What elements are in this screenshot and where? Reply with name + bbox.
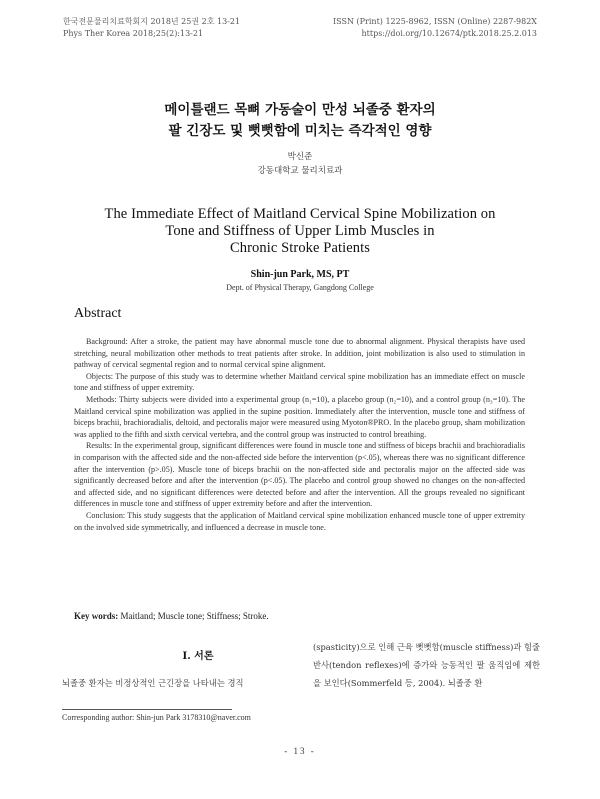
author-korean bbox=[0, 150, 600, 178]
body-column-right: (spasticity)으로 인해 근육 뻣뻣함(muscle stiffness)과 힘줄반사(tendon reflexes)에 증가와 능동적인 팔 움직임에 제한을 보인다(Sommerfeld 등, 2004). 뇌졸중 환 bbox=[313, 642, 540, 688]
author-name-en: Shin-jun Park, MS, PT bbox=[250, 269, 350, 280]
affiliation-ko: 강동대학교 물리치료과 bbox=[257, 166, 343, 176]
abstract-results: Results: In the experimental group, significant differences were found in muscle tone and stiffness of biceps brachii and brachioradialis in comparison with the affected side and the non-affected side before the intervention (p<.05), whereas there was no significant difference after the intervention (p>.05). Muscle tone of biceps brachii on the non-affected side and pectoralis major on the affected side was significantly decreased before and after the intervention (p<.05). The placebo and control group showed no changes on the non-affected and affected side, and no significant differences were detected before and after the intervention. All the groups revealed no significant differences in muscle tone and stiffness of upper extremity before and after the intervention. bbox=[74, 441, 525, 509]
corresponding-author: Corresponding author: Shin-jun Park 3178310@naver.com bbox=[62, 713, 251, 722]
abstract-background: Background: After a stroke, the patient may have abnormal muscle tone due to abnormal alignment. Physical therapists have used stretching, neural mobilization other methods to treat patients after stroke. In addition, joint mobilization is also used to stimulation in pathway of cervical segmental region and to normal cervical spine alignment. bbox=[74, 337, 525, 370]
footnote-divider bbox=[62, 709, 232, 710]
affiliation-en: Dept. of Physical Therapy, Gangdong College bbox=[226, 283, 374, 292]
abstract-objects: Objects: The purpose of this study was to determine whether Maitland cervical spine mobilization has an immediate effect on muscle tone and stiffness of upper extremity. bbox=[74, 371, 525, 393]
author-english bbox=[0, 268, 600, 293]
keywords-text: Maitland; Muscle tone; Stiffness; Stroke. bbox=[120, 611, 269, 621]
page-number: - 13 - bbox=[284, 746, 316, 756]
abstract-heading: Abstract bbox=[74, 306, 122, 321]
abstract-body bbox=[74, 336, 525, 533]
doi-link[interactable]: https://doi.org/10.12674/ptk.2018.25.2.013 bbox=[361, 29, 537, 38]
journal-header bbox=[63, 16, 537, 40]
title-korean: 메이틀랜드 목뼈 가동술이 만성 뇌졸중 환자의 팔 긴장도 및 뻣뻣함에 미치는 즉각적인 영향 bbox=[164, 102, 436, 139]
keywords-label: Key words: bbox=[74, 611, 119, 621]
author-name-ko: 박신준 bbox=[287, 152, 313, 162]
journal-citation-en: Phys Ther Korea 2018;25(2):13-21 bbox=[63, 29, 204, 38]
body-column-left: 뇌졸중 환자는 비정상적인 근긴장을 나타내는 경직 bbox=[62, 678, 244, 688]
title-english: The Immediate Effect of Maitland Cervical Spine Mobilization on Tone and Stiffness of Upper Limb Muscles in Chronic Stroke Patients bbox=[104, 206, 496, 256]
section-heading-introduction: Ⅰ. 서론 bbox=[182, 651, 214, 662]
abstract-methods: Methods: Thirty subjects were divided into a experimental group (n₁=10), a placebo group (n₂=10), and a control group (n₃=10). The Maitland cervical spine mobilization was applied in the supine position. Immediately after the intervention, muscle tone and stiffness of biceps brachii, brachioradialis, deltoid, and pectoralis major were measured using Myoton®PRO. In the placebo group, sham mobilization was applied to the fifth and sixth cervical vertebra, and the control group was instructed to control breathing. bbox=[74, 394, 525, 439]
keywords bbox=[74, 611, 269, 621]
journal-citation-ko: 한국전문물리치료학회지 2018년 25권 2호 13-21 bbox=[63, 17, 241, 26]
issn: ISSN (Print) 1225-8962, ISSN (Online) 2287-982X bbox=[333, 17, 537, 26]
abstract-conclusion: Conclusion: This study suggests that the application of Maitland cervical spine mobilization enhanced muscle tone of upper extremity on the involved side symmetrically, and influenced a decrease in muscle tone. bbox=[74, 510, 525, 532]
